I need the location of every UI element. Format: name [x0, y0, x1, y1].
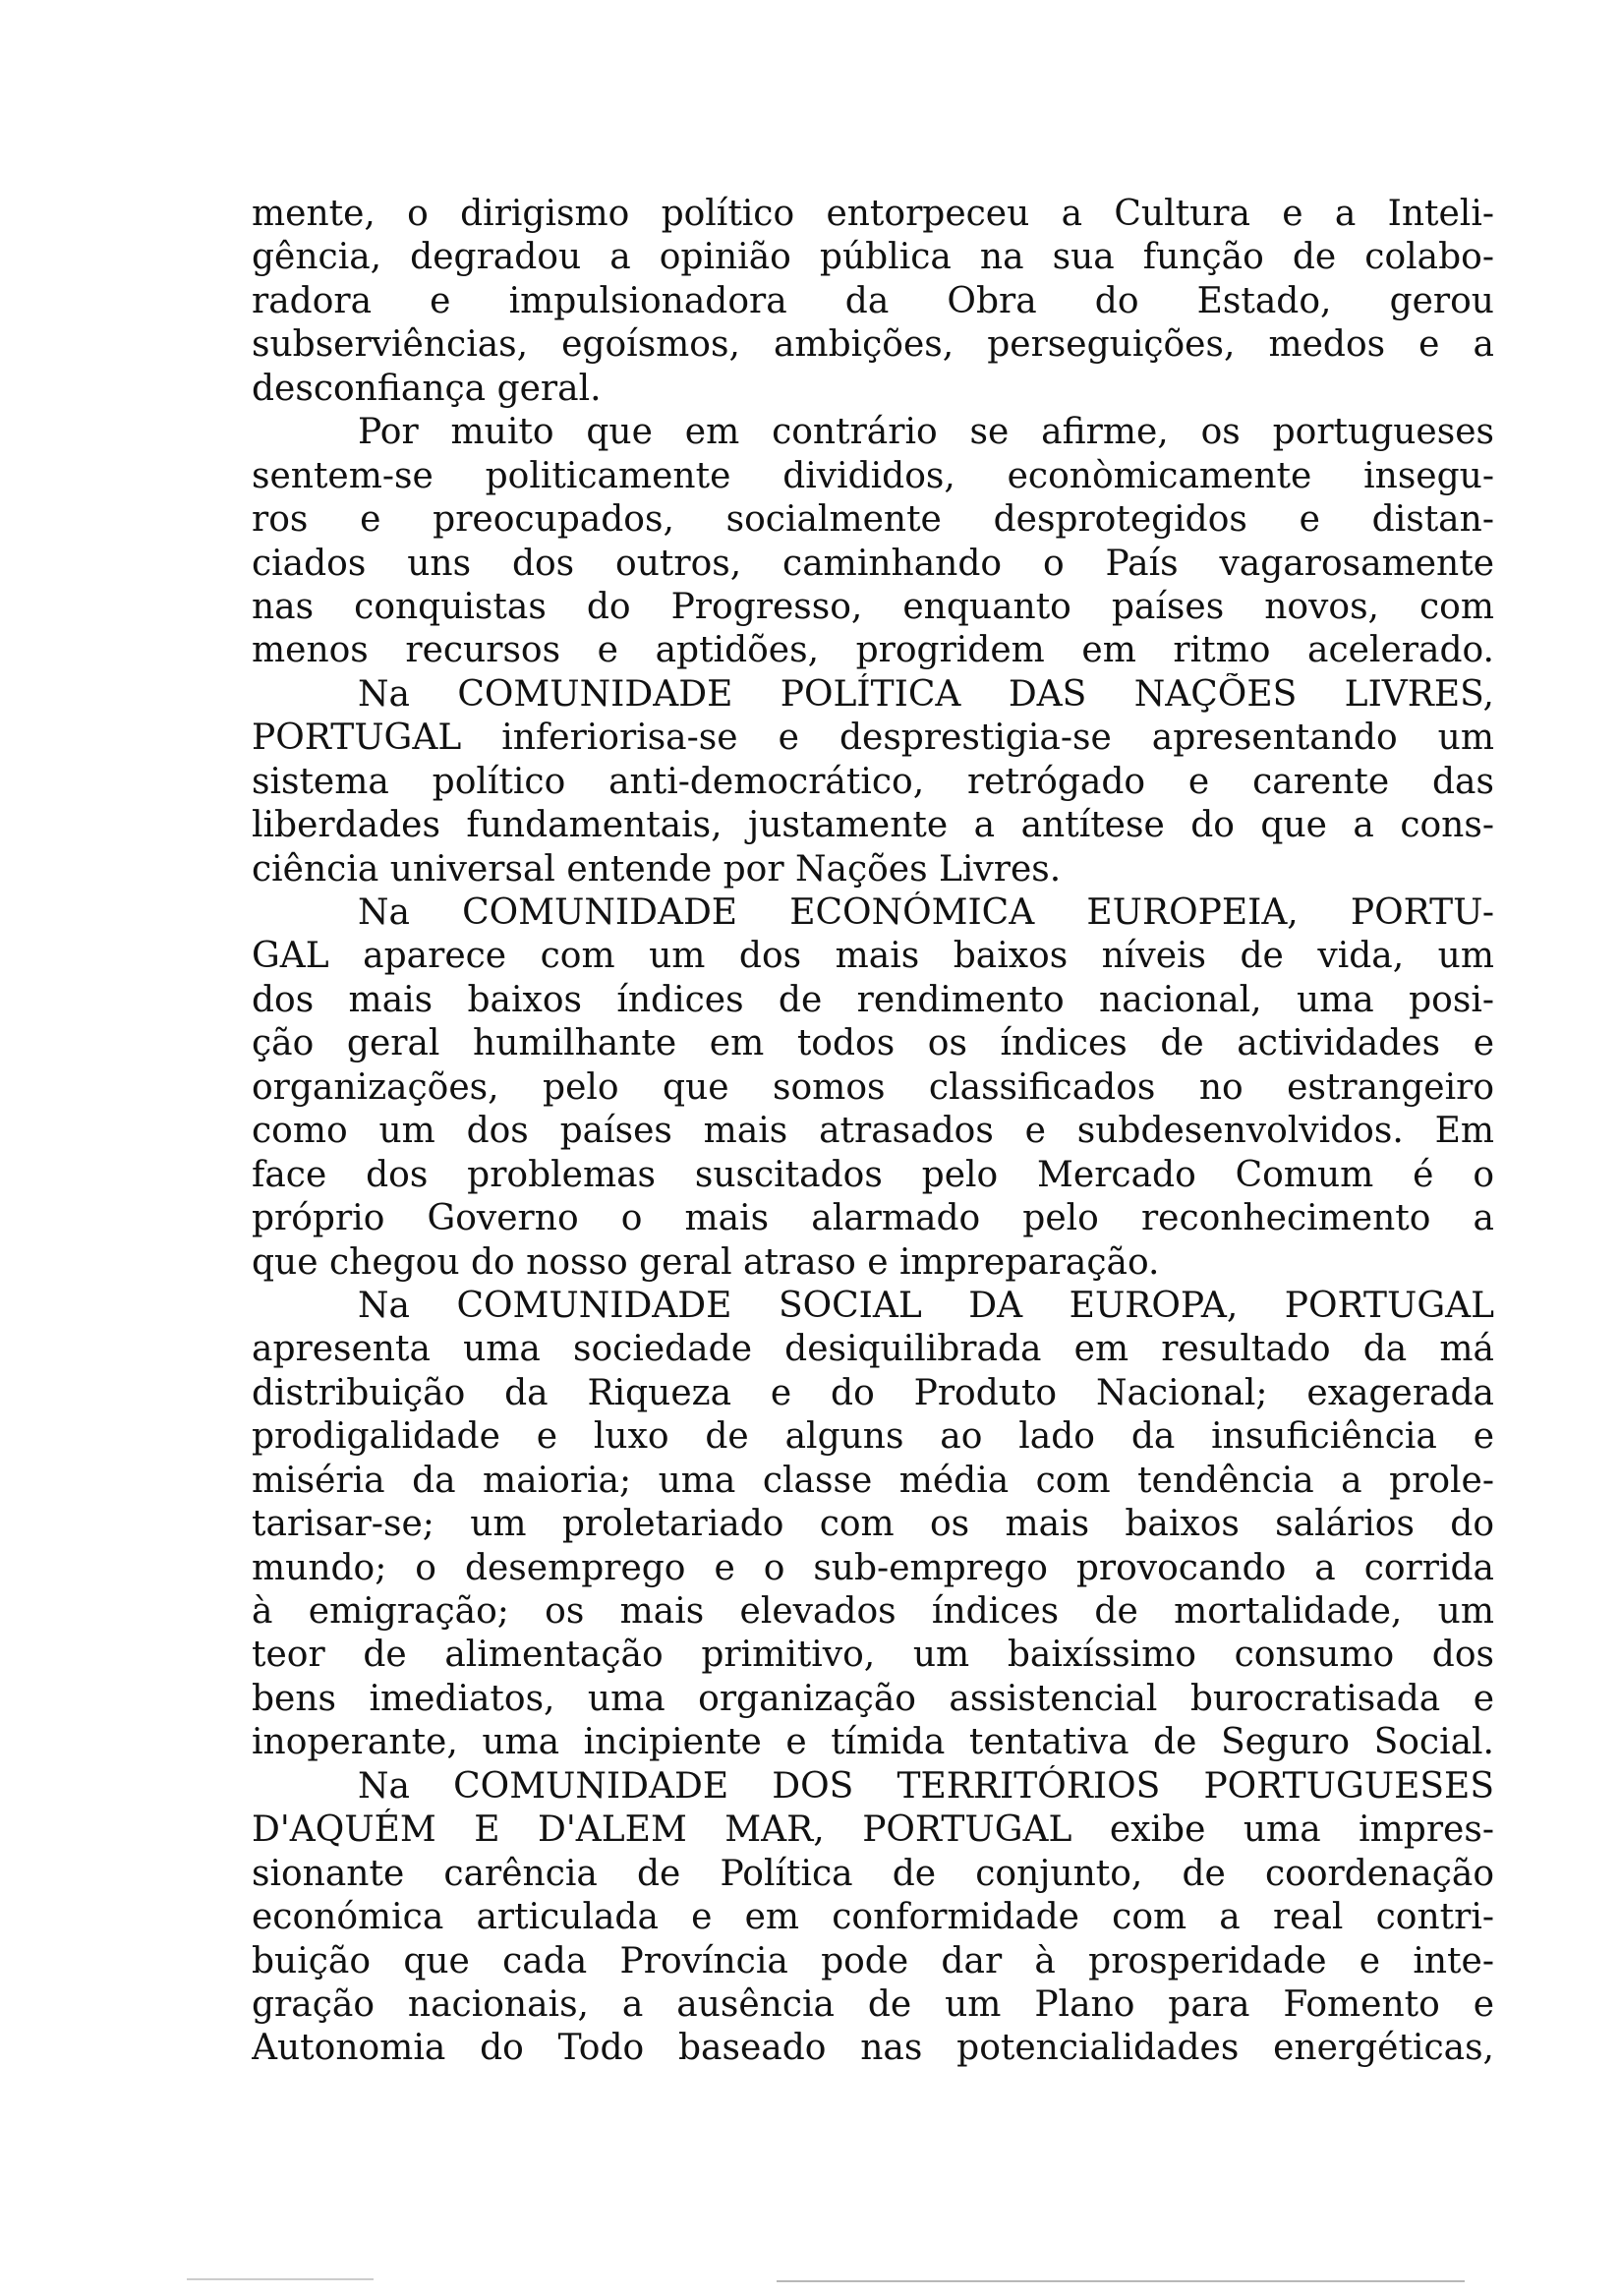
text-line: liberdades fundamentais, justamente a antítese do que a cons- — [252, 805, 1494, 846]
text-line: inoperante, uma incipiente e tímida tentativa de Seguro Social. — [252, 1722, 1494, 1763]
text-line: nas conquistas do Progresso, enquanto países novos, com — [252, 586, 1494, 627]
text-line: desconfiança geral. — [252, 368, 602, 409]
text-line: Na COMUNIDADE DOS TERRITÓRIOS PORTUGUESES — [358, 1765, 1494, 1807]
text-line: sionante carência de Política de conjunto, de coordenação — [252, 1853, 1494, 1894]
text-line: menos recursos e aptidões, progridem em ritmo acelerado. — [252, 630, 1494, 671]
text-line: subserviências, egoísmos, ambições, perseguições, medos e a — [252, 324, 1494, 366]
text-line: prodigalidade e luxo de alguns ao lado da insuficiência e — [252, 1416, 1494, 1458]
text-line: à emigração; os mais elevados índices de mortalidade, um — [252, 1591, 1494, 1632]
text-line: miséria da maioria; uma classe média com tendência a prole- — [252, 1460, 1494, 1501]
text-line: ção geral humilhante em todos os índices de actividades e — [252, 1023, 1494, 1064]
text-line: dos mais baixos índices de rendimento nacional, uma posi- — [252, 979, 1494, 1020]
text-line: organizações, pelo que somos classificados no estrangeiro — [252, 1066, 1494, 1108]
text-line: radora e impulsionadora da Obra do Estado, gerou — [252, 280, 1494, 321]
text-line: Na COMUNIDADE POLÍTICA DAS NAÇÕES LIVRES, — [358, 673, 1494, 715]
text-line: ciência universal entende por Nações Livres. — [252, 848, 1062, 890]
text-line: mundo; o desemprego e o sub-emprego provocando a corrida — [252, 1547, 1494, 1588]
text-line: gência, degradou a opinião pública na sua função de colabo- — [252, 237, 1494, 278]
text-line: como um dos países mais atrasados e subdesenvolvidos. Em — [252, 1111, 1494, 1152]
text-line: próprio Governo o mais alarmado pelo reconhecimento a — [252, 1198, 1494, 1239]
text-line: face dos problemas suscitados pelo Mercado Comum é o — [252, 1154, 1494, 1195]
text-line: distribuição da Riqueza e do Produto Nacional; exagerada — [252, 1372, 1494, 1413]
text-line: Autonomia do Todo baseado nas potencialidades energéticas, — [252, 2028, 1494, 2069]
text-line: Na COMUNIDADE ECONÓMICA EUROPEIA, PORTU- — [358, 892, 1494, 933]
text-line: apresenta uma sociedade desiquilibrada em resultado da má — [252, 1329, 1494, 1370]
text-line: D'AQUÉM E D'ALEM MAR, PORTUGAL exibe uma impres- — [252, 1809, 1494, 1851]
text-line: bens imediatos, uma organização assistencial burocratisada e — [252, 1678, 1494, 1719]
bottom-scan-mark-left — [187, 2278, 374, 2280]
text-line: mente, o dirigismo político entorpeceu a Cultura e a Inteli- — [252, 194, 1494, 234]
text-line: ros e preocupados, socialmente desprotegidos e distan- — [252, 499, 1494, 541]
text-line: PORTUGAL inferiorisa-se e desprestigia-se apresentando um — [252, 718, 1494, 759]
text-line: tarisar-se; um proletariado com os mais baixos salários do — [252, 1504, 1494, 1545]
text-line: que chegou do nosso geral atraso e impreparação. — [252, 1241, 1160, 1283]
bottom-scan-mark-right — [777, 2280, 1465, 2282]
text-line: económica articulada e em conformidade com a real contri- — [252, 1897, 1494, 1938]
text-line: ciados uns dos outros, caminhando o País vagarosamente — [252, 543, 1494, 584]
text-line: teor de alimentação primitivo, um baixíssimo consumo dos — [252, 1635, 1494, 1676]
text-line: GAL aparece com um dos mais baixos níveis de vida, um — [252, 936, 1494, 977]
body-text — [252, 193, 1494, 2071]
text-line: gração nacionais, a ausência de um Plano para Fomento e — [252, 1983, 1494, 2025]
text-line: buição que cada Província pode dar à prosperidade e inte- — [252, 1940, 1494, 1981]
text-line: Por muito que em contrário se afirme, os portugueses — [358, 412, 1494, 453]
text-line: sistema político anti-democrático, retrógado e carente das — [252, 761, 1494, 802]
text-line: sentem-se politicamente divididos, econòmicamente insegu- — [252, 455, 1494, 496]
text-line: Na COMUNIDADE SOCIAL DA EUROPA, PORTUGAL — [358, 1285, 1494, 1326]
